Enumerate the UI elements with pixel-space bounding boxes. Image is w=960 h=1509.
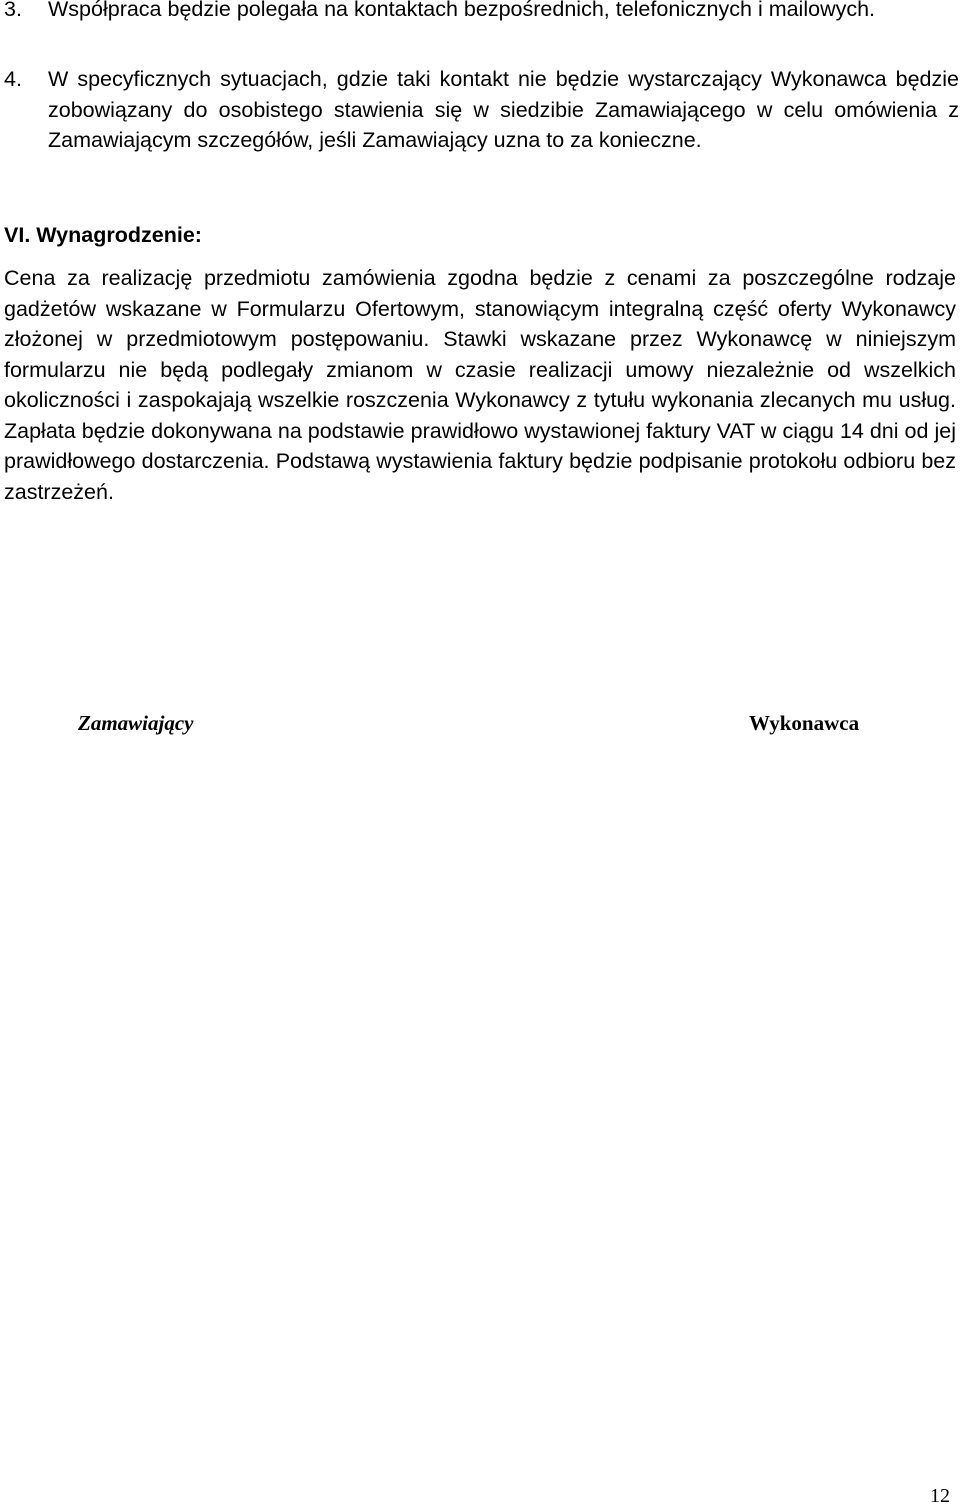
list-item-text: Współpraca będzie polegała na kontaktach bezpośrednich, telefonicznych i mailowych. — [48, 0, 876, 21]
section-paragraph: Cena za realizację przedmiotu zamówienia zgodna będzie z cenami za poszczególne rodzaje gadżetów wskazane w Formularzu Ofertowym, stanowiącym integralną część oferty Wykonawcy złożonej w przedmiotowym postępowaniu. Stawki wskazane przez Wykonawcę w niniejszym formularzu nie będą podlegały zmianom w czasie realizacji umowy niezależnie od wszelkich okoliczności i zaspokajają wszelkie roszczenia Wykonawcy z tytułu wykonania zlecanych mu usług. Zapłata będzie dokonywana na podstawie prawidłowo wystawionej faktury VAT w ciągu 14 dni od jej prawidłowego dostarczenia. Podstawą wystawienia faktury będzie podpisanie protokołu odbioru bez zastrzeżeń. — [4, 266, 956, 504]
section-title: Wynagrodzenie: — [36, 223, 202, 247]
list-item-text: W specyficznych sytuacjach, gdzie taki kontakt nie będzie wystarczający Wykonawca będzie zobowiązany do osobistego stawienia się w siedzibie Zamawiającego w celu omówienia z Zamawiającym szczegółów, jeśli Zamawiający uzna to za konieczne. — [48, 67, 959, 152]
section-heading — [4, 220, 202, 251]
list-item-number: 3. — [4, 0, 22, 21]
list-item-number: 4. — [4, 67, 22, 91]
signature-label-contracting-party: Zamawiający — [78, 711, 194, 735]
page-number: 12 — [930, 1485, 950, 1507]
section-number: VI. — [4, 223, 31, 247]
signature-label-contractor: Wykonawca — [749, 711, 860, 735]
